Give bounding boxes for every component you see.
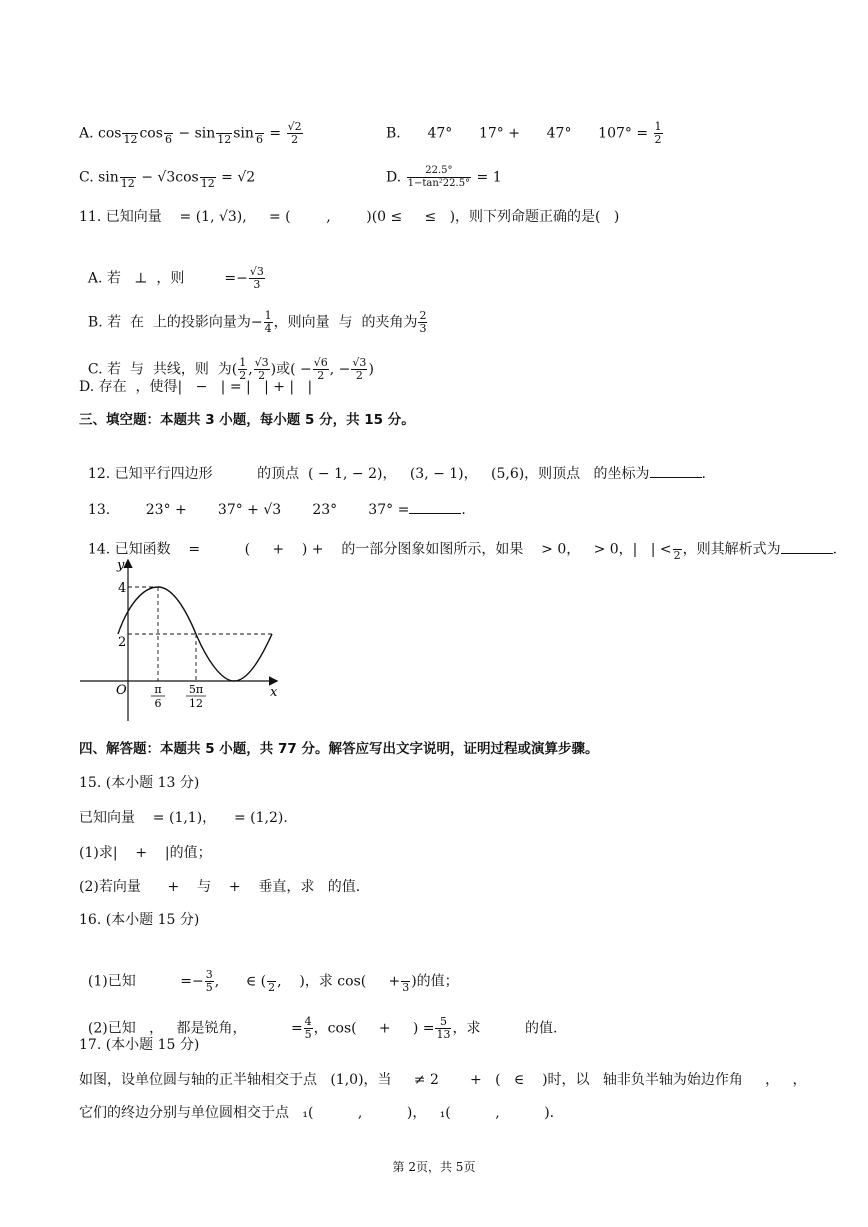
y-axis-label: y <box>117 558 125 573</box>
x-tick-5pi12-den: 12 <box>189 697 203 710</box>
q17-head: 17. (本小题 15 分) <box>79 1037 200 1053</box>
q11-option-a: A. 若 ⊥ ，则 =− $\frac{√3}{3}$ <box>87 265 264 291</box>
q14: 14. 已知函数 = ( + ) + 的一部分图象如图所示，如果 > 0， > 0，| | < 2 ，则其解析式为 . <box>79 517 837 562</box>
origin-label: O <box>116 683 127 698</box>
q14-answer-blank[interactable] <box>781 539 833 554</box>
q15-head: 15. (本小题 13 分) <box>79 775 200 791</box>
x-tick-pi6-den: 6 <box>154 697 162 710</box>
q17-line1: 如图，设单位圆与轴的正半轴相交于点 (1,0)，当 ≠ 2 + ( ∈ )时，以 轴非负半轴为始边作角 ， ， <box>79 1072 807 1088</box>
q10-option-b: B. 47° 17° + 47° 107° = $\frac{1}{2}$ <box>386 120 662 146</box>
q10-option-a: A. cos 12 cos 6 − sin 12 sin 6 = $\frac{√2}{2}$ <box>79 120 302 146</box>
y-tick-4: 4 <box>118 581 127 596</box>
q11-option-b: B. 若 在 上的投影向量为− $\frac{1}{4}$ ，则向量 与 的夹角为 $\frac{2}{3}$ <box>87 309 427 335</box>
q15-line2: (1)求| + |的值； <box>79 845 212 861</box>
q12: 12. 已知平行四边形 的顶点 ( − 1, − 2)， (3, − 1)， (5,6)，则顶点 的坐标为 . <box>79 443 706 484</box>
q15-line1: 已知向量 = (1,1)， = (1,2). <box>79 810 288 826</box>
x-tick-5pi12-num: 5π <box>188 683 204 696</box>
q10-option-c: C. sin 12 − √3cos 12 = √2 <box>79 165 255 190</box>
x-tick-pi6-num: π <box>154 683 162 696</box>
q17-line2: 它们的终边分别与单位圆相交于点 ₁( , )， ₁( , ). <box>79 1105 555 1121</box>
function-graph <box>76 555 286 725</box>
q10-option-d: D. $\frac{22.5^\circ}{\text{1−tan²22.5°}}$ = 1 <box>386 165 502 189</box>
q12-answer-blank[interactable] <box>650 463 702 478</box>
y-tick-2: 2 <box>118 635 127 650</box>
section4-title: 四、解答题：本题共 5 小题，共 77 分。解答应写出文字说明，证明过程或演算步骤。 <box>79 741 599 757</box>
page-footer: 第 2页，共 5页 <box>392 1160 476 1174</box>
q13-answer-blank[interactable] <box>409 499 461 514</box>
q16-head: 16. (本小题 15 分) <box>79 912 200 928</box>
q11-option-c: C. 若 与 共线，则 为( $\frac{1}{2}$ , $\frac{√3}{2}$ )或( − $\frac{√6}{2}$ , − $\frac{√3}{2}$ ) <box>87 356 374 382</box>
q11-option-d: D. 存在 ，使得| − | = | | + | | <box>79 379 313 395</box>
q11-stem: 11. 已知向量 = (1, √3), = ( , )(0 ≤ ≤ )，则下列命题正确的是( ) <box>79 209 620 225</box>
q16-part2: (2)已知 ， 都是锐角， = $\frac{4}{5}$ ，cos( + ) = $\frac{5}{13}$ ，求 的值. <box>87 1015 558 1041</box>
section3-title: 三、填空题：本题共 3 小题，每小题 5 分，共 15 分。 <box>79 412 415 428</box>
q15-line3: (2)若向量 + 与 + 垂直，求 的值. <box>79 879 361 895</box>
q13: 13. 23° + 37° + √3 23° 37° = . <box>79 479 466 520</box>
q16-part1: (1)已知 =− $\frac{3}{5}$ , ∈ ( 2 , )，求 cos( + 3 )的值； <box>87 968 459 994</box>
x-axis-label: x <box>270 685 278 700</box>
